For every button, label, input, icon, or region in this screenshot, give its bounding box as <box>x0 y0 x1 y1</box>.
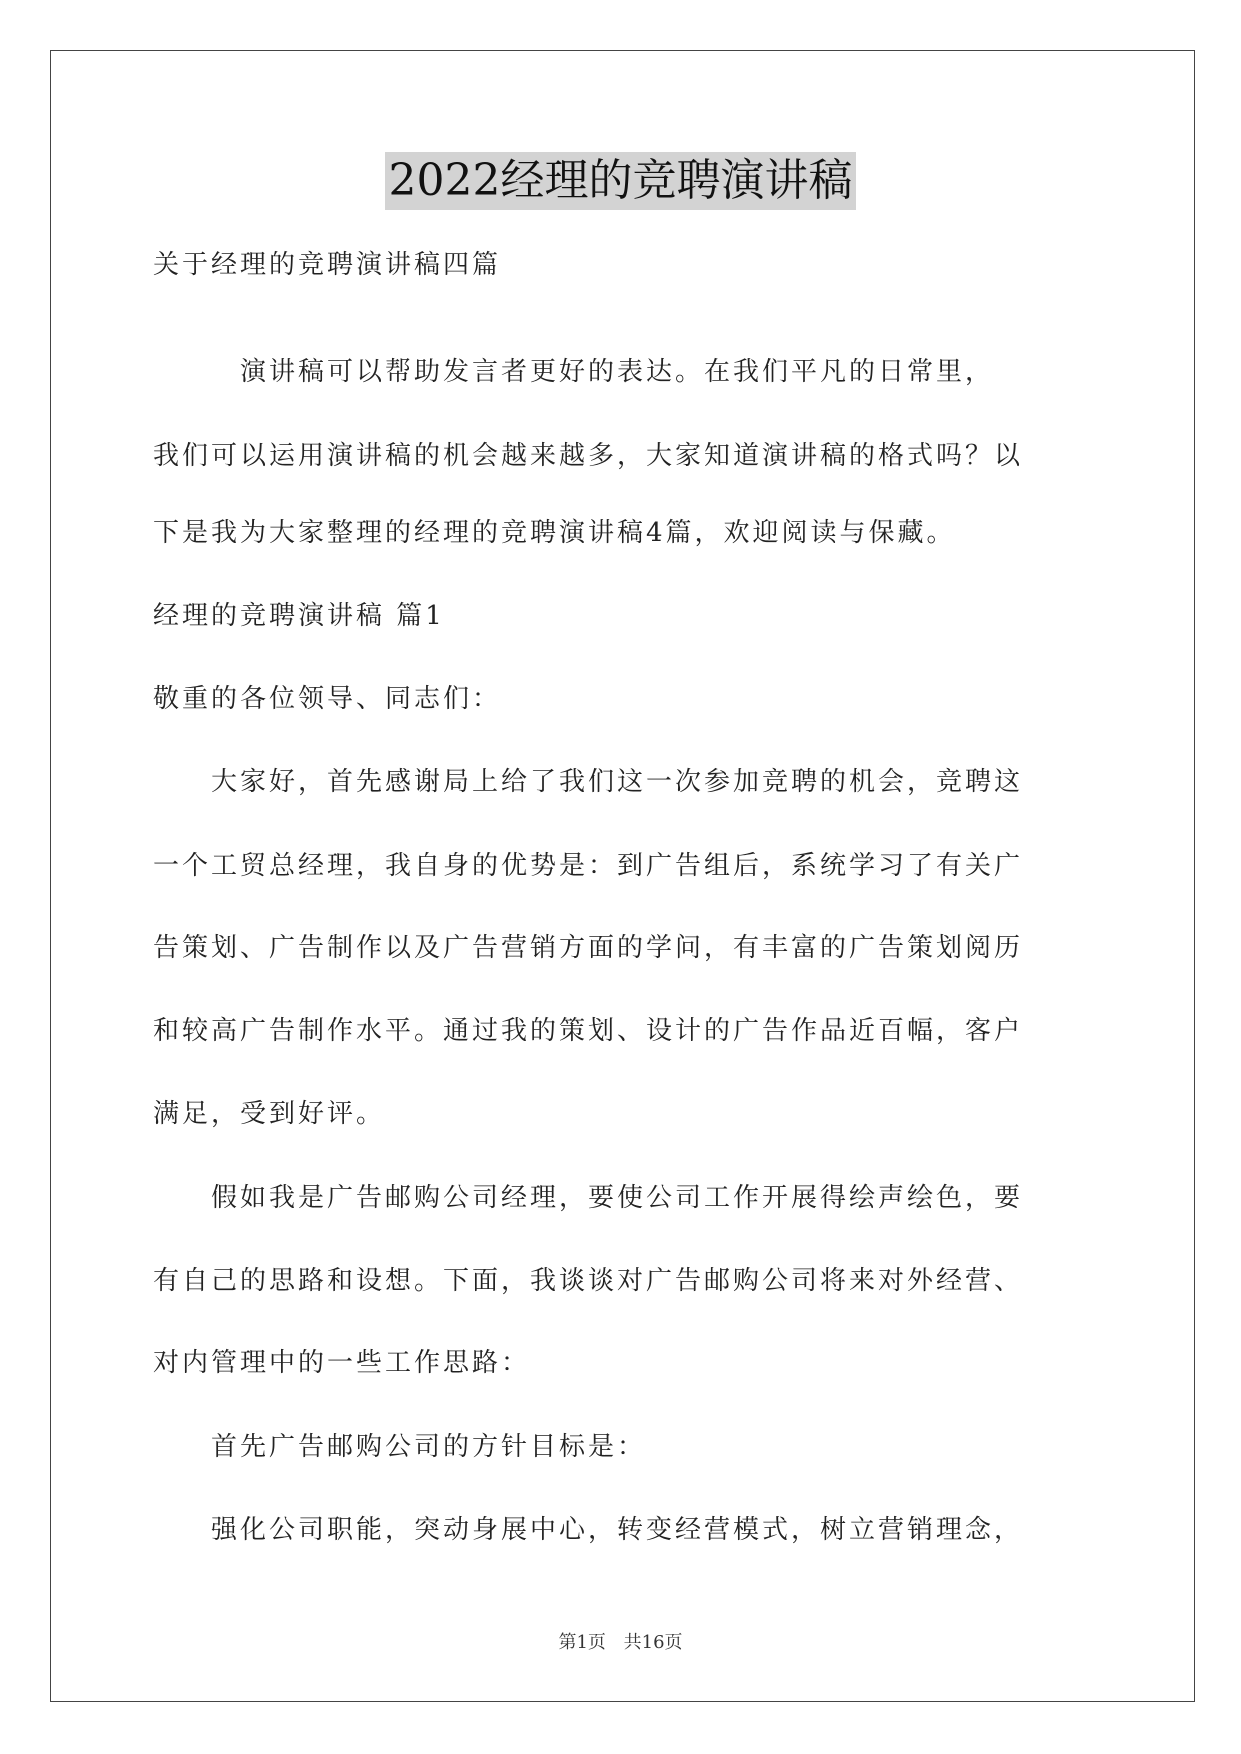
body-line: 一个工贸总经理，我自身的优势是：到广告组后，系统学习了有关广 <box>153 851 1024 881</box>
page-footer <box>0 1631 1241 1655</box>
subtitle-line: 关于经理的竞聘演讲稿四篇 <box>153 250 502 280</box>
page-total: 共16页 <box>623 1632 683 1653</box>
page-number: 第1页 <box>558 1632 606 1653</box>
body-line: 大家好，首先感谢局上给了我们这一次参加竞聘的机会，竞聘这 <box>153 767 1024 797</box>
body-line: 对内管理中的一些工作思路： <box>153 1348 531 1378</box>
body-line: 假如我是广告邮购公司经理，要使公司工作开展得绘声绘色，要 <box>153 1183 1024 1213</box>
title-wrap <box>0 152 1241 210</box>
body-line: 下是我为大家整理的经理的竞聘演讲稿4篇，欢迎阅读与保藏。 <box>153 518 956 548</box>
body-line: 演讲稿可以帮助发言者更好的表达。在我们平凡的日常里， <box>153 357 995 387</box>
body-line: 和较高广告制作水平。通过我的策划、设计的广告作品近百幅，客户 <box>153 1016 1024 1046</box>
body-line: 满足，受到好评。 <box>153 1099 386 1129</box>
section-heading: 经理的竞聘演讲稿 篇1 <box>153 601 445 631</box>
body-line: 首先广告邮购公司的方针目标是： <box>153 1432 647 1462</box>
document-title: 2022经理的竞聘演讲稿 <box>385 152 857 210</box>
salutation-line: 敬重的各位领导、同志们： <box>153 684 502 714</box>
body-line: 有自己的思路和设想。下面，我谈谈对广告邮购公司将来对外经营、 <box>153 1266 1024 1296</box>
body-line: 强化公司职能，突动身展中心，转变经营模式，树立营销理念， <box>153 1515 1024 1545</box>
body-line: 我们可以运用演讲稿的机会越来越多，大家知道演讲稿的格式吗？以 <box>153 441 1024 471</box>
body-line: 告策划、广告制作以及广告营销方面的学问，有丰富的广告策划阅历 <box>153 933 1024 963</box>
